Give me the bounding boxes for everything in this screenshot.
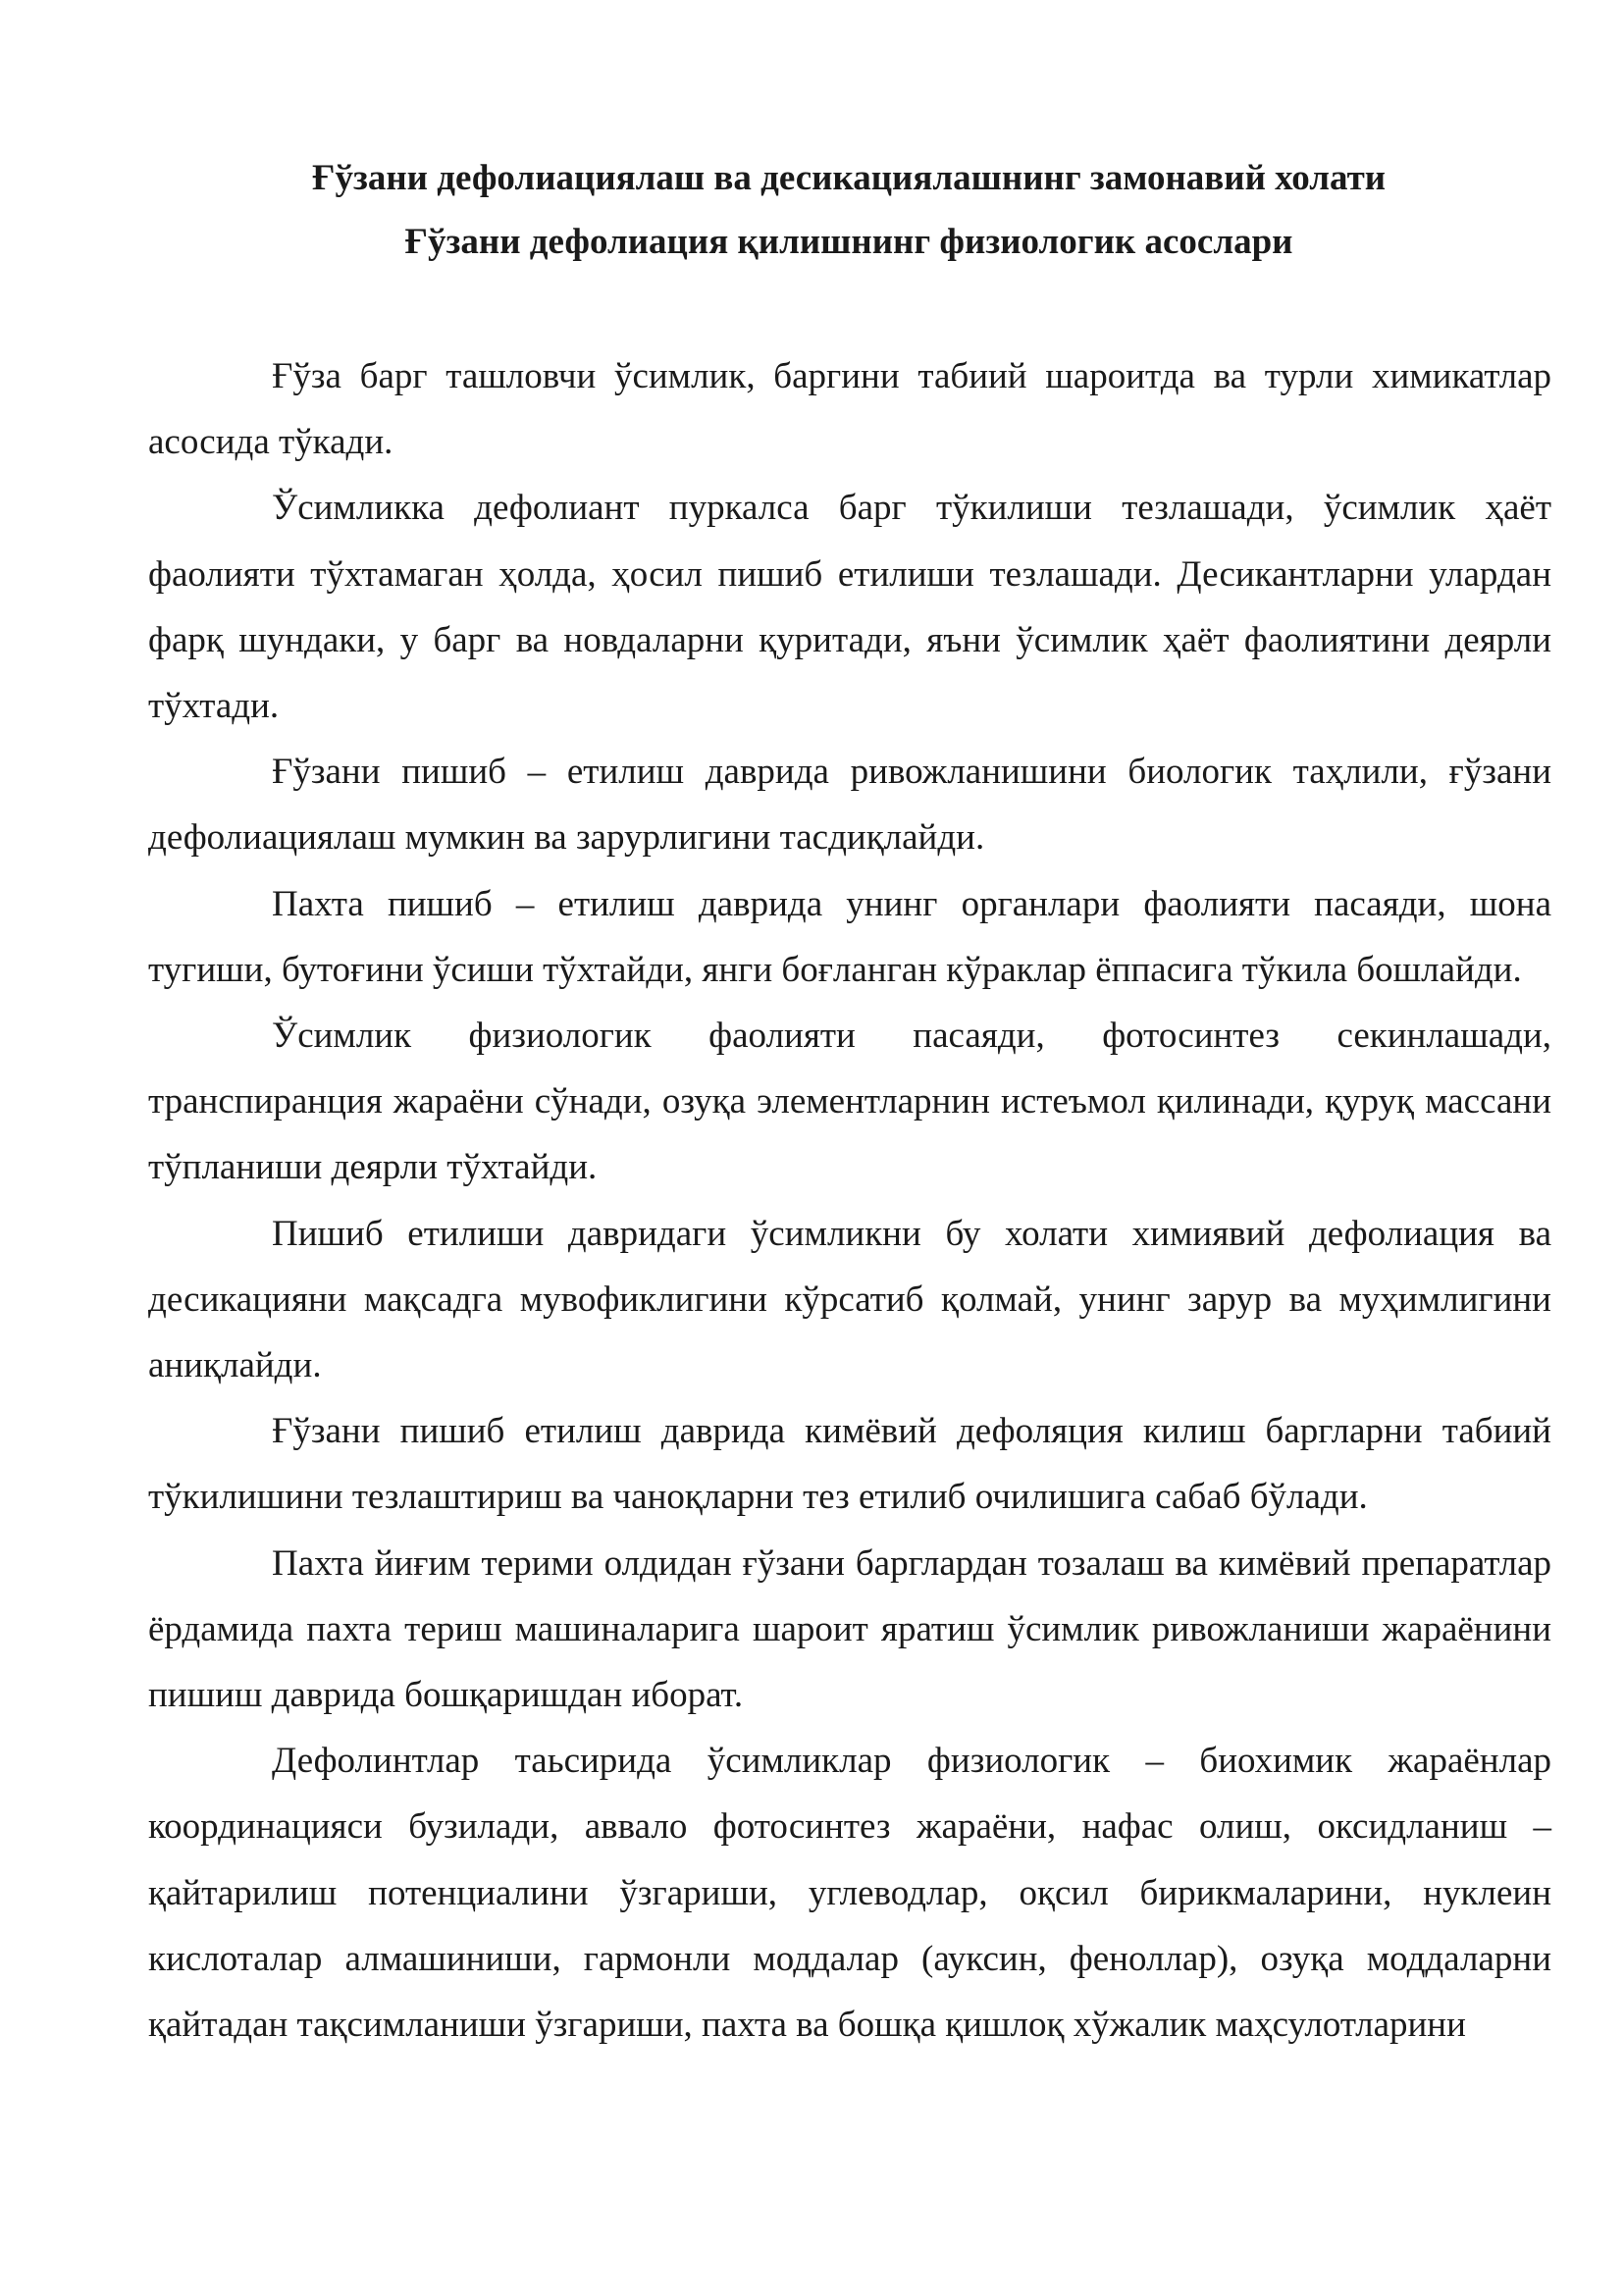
paragraph: Ғўзани пишиб – етилиш даврида ривожланишини биологик таҳлили, ғўзани дефолиациялаш мумкин ва зарурлигини тасдиқлайди. xyxy=(148,752,1551,859)
paragraph: Пахта йиғим терими олдидан ғўзани барглардан тозалаш ва кимёвий препаратлар ёрдамида пахта териш машиналарига шароит яратиш ўсимлик ривожланиши жараёнини пишиш даврида бошқаришдан иборат. xyxy=(148,1542,1551,1716)
paragraph: Ғўзани пишиб етилиш даврида кимёвий дефоляция килиш баргларни табиий тўкилишини тезлаштириш ва чаноқларни тез етилиб очилишига сабаб бўлади. xyxy=(148,1411,1551,1518)
document-title: Ғўзани дефолиациялаш ва десикациялашнинг замонавий холати xyxy=(311,158,1387,198)
document-body xyxy=(148,343,1551,2058)
paragraph: Ўсимликка дефолиант пуркалса барг тўкилиши тезлашади, ўсимлик ҳаёт фаолияти тўхтамаган ҳолда, ҳосил пишиб етилиши тезлашади. Десикантларни улардан фарқ шундаки, у барг ва новдаларни қуритади, яъни ўсимлик ҳаёт фаолиятини деярли тўхтади. xyxy=(148,488,1551,727)
paragraph: Ўсимлик физиологик фаолияти пасаяди, фотосинтез секинлашади, транспиранция жараёни сўнади, озуқа элементларнин истеъмол қилинади, қуруқ массани тўпланиши деярли тўхтайди. xyxy=(148,1016,1551,1188)
paragraph: Дефолинтлар таьсирида ўсимликлар физиологик – биохимик жараёнлар координацияси бузилади, аввало фотосинтез жараёни, нафас олиш, оксидланиш – қайтарилиш потенциалини ўзгариши, углеводлар, оқсил бирикмаларини, нуклеин кислоталар алмашиниши, гармонли моддалар (ауксин, феноллар), озуқа моддаларни қайтадан тақсимланиши ўзгариши, пахта ва бошқа қишлоқ хўжалик маҳсулотларини xyxy=(148,1741,1551,2046)
paragraph: Пишиб етилиши давридаги ўсимликни бу холати химиявий дефолиация ва десикацияни мақсадга мувофиклигини кўрсатиб қолмай, унинг зарур ва муҳимлигини аниқлайди. xyxy=(148,1213,1551,1386)
paragraph: Ғўза барг ташловчи ўсимлик, баргини табиий шароитда ва турли химикатлар асосида тўкади. xyxy=(148,356,1551,463)
paragraph: Пахта пишиб – етилиш даврида унинг органлари фаолияти пасаяди, шона тугиши, бутоғини ўсиши тўхтайди, янги боғланган кўраклар ёппасига тўкила бошлайди. xyxy=(148,883,1551,990)
document-subtitle: Ғўзани дефолиация қилишнинг физиологик асослари xyxy=(404,222,1293,262)
